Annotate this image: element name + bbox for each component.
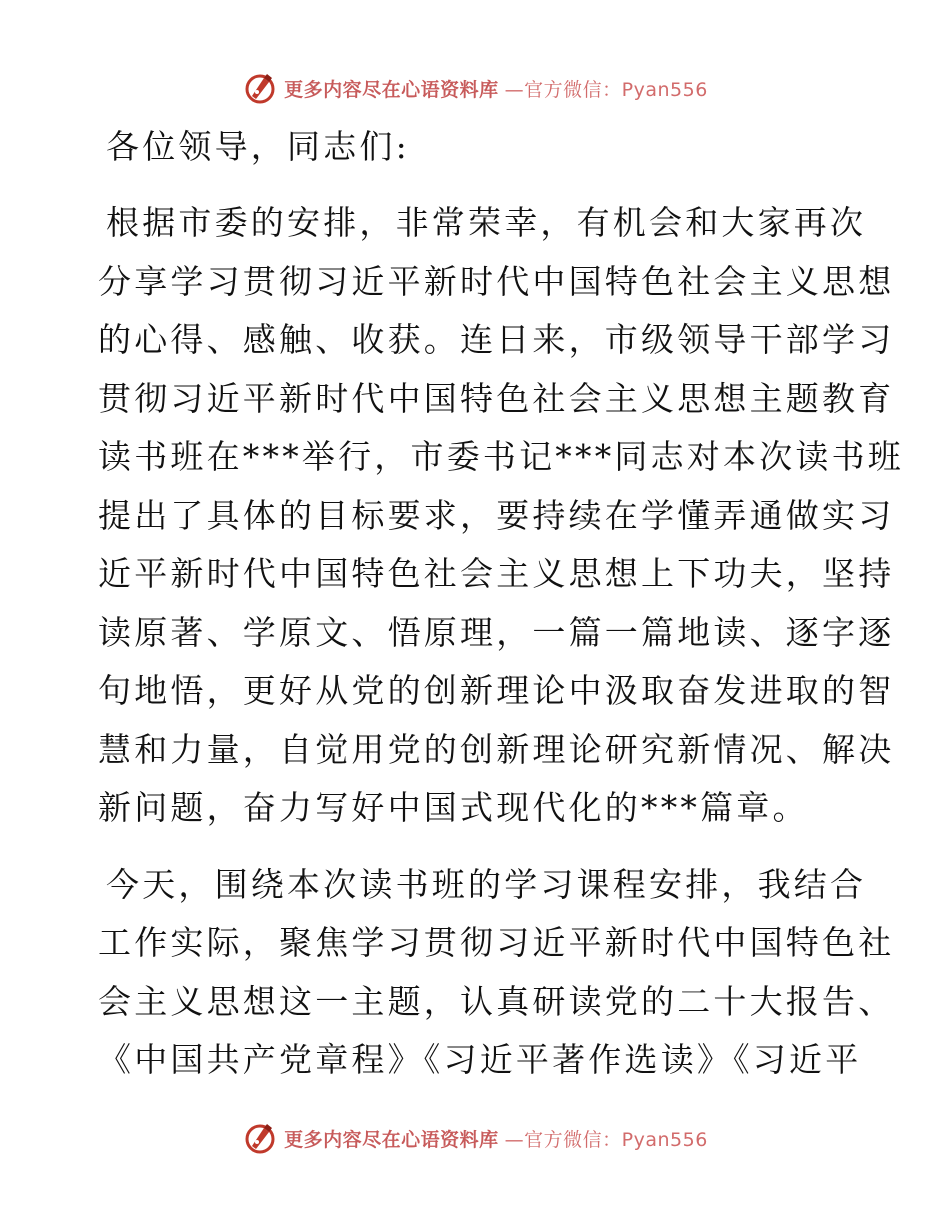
paragraph-line: 慧和力量，自觉用党的创新理论研究新情况、解决 <box>98 729 895 769</box>
paragraph-line: 句地悟，更好从党的创新理论中汲取奋发进取的智 <box>98 671 895 710</box>
footer-watermark <box>0 1120 950 1156</box>
paragraph-line: 提出了具体的目标要求，要持续在学懂弄通做实习 <box>98 495 895 535</box>
paragraph-1 <box>98 194 904 838</box>
header-watermark <box>0 70 950 106</box>
paragraph-line: 今天，围绕本次读书班的学习课程安排，我结合 <box>106 864 867 904</box>
pen-nib-logo-icon <box>242 1120 278 1156</box>
salutation: 各位领导，同志们: <box>106 127 410 166</box>
watermark-main-text: 更多内容尽在心语资料库 <box>284 1128 499 1151</box>
paragraph-2 <box>98 856 895 1090</box>
paragraph-line: 读书班在***举行，市委书记***同志对本次读书班 <box>98 437 904 476</box>
paragraph-line: 新问题，奋力写好中国式现代化的***篇章。 <box>98 788 809 827</box>
pen-nib-logo-icon <box>242 70 278 106</box>
paragraph-line: 近平新时代中国特色社会主义思想上下功夫，坚持 <box>98 554 895 593</box>
paragraph-line: 分享学习贯彻习近平新时代中国特色社会主义思想 <box>98 261 895 301</box>
paragraph-line: 贯彻习近平新时代中国特色社会主义思想主题教育 <box>98 378 895 418</box>
paragraph-line: 工作实际，聚焦学习贯彻习近平新时代中国特色社 <box>98 923 895 962</box>
watermark-sub-text: —官方微信：Pyan556 <box>504 78 708 101</box>
paragraph-line: 的心得、感触、收获。连日来，市级领导干部学习 <box>98 320 895 359</box>
paragraph-line: 《中国共产党章程》《习近平著作选读》《习近平 <box>98 1040 862 1079</box>
paragraph-line: 读原著、学原文、悟原理，一篇一篇地读、逐字逐 <box>98 612 895 652</box>
paragraph-line: 会主义思想这一主题，认真研读党的二十大报告、 <box>98 981 895 1021</box>
watermark-sub-text: —官方微信：Pyan556 <box>504 1128 708 1151</box>
paragraph-line: 根据市委的安排，非常荣幸，有机会和大家再次 <box>106 203 867 242</box>
document-body <box>98 118 904 1090</box>
watermark-main-text: 更多内容尽在心语资料库 <box>284 78 499 101</box>
